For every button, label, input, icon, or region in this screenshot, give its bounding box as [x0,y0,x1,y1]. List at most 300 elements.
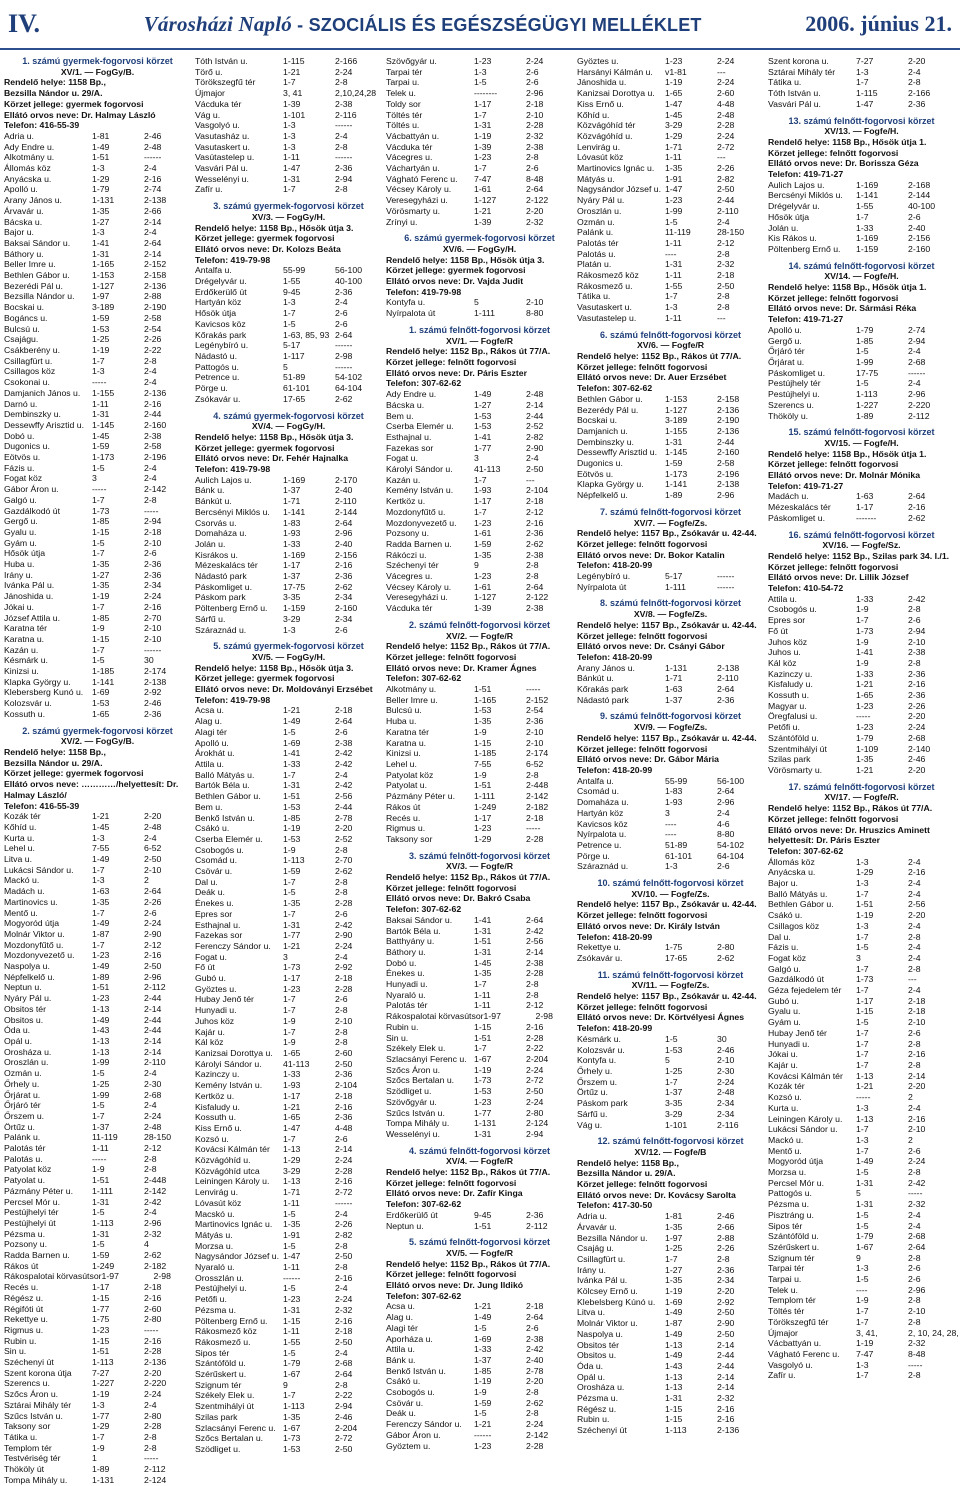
even-numbers: 2-18 [717,270,735,281]
street-row [577,259,764,270]
street-name: Rákosmező u. [577,280,633,291]
odd-numbers: 1-23 [474,1440,492,1451]
street-name: Népfelkelő u. [577,490,628,501]
street-row [577,851,764,862]
street-row [4,538,191,549]
even-numbers: 2-4 [908,1102,921,1113]
even-numbers: 2-18 [335,1090,353,1101]
even-numbers: 2-36 [526,716,544,727]
street-row [386,716,573,727]
street-name: Páskomliget u. [768,512,825,523]
even-numbers: 2-8 [335,1240,348,1251]
even-numbers: 2-14 [335,1144,353,1155]
even-numbers: 2-142 [144,484,167,495]
even-numbers: 2-62 [335,393,353,404]
street-row [577,437,764,448]
street-name: Kovácsi Kálmán tér [195,1144,270,1155]
odd-numbers: 1-97 [101,1271,119,1282]
street-row [386,727,573,738]
street-row [577,776,764,787]
street-row [386,88,573,99]
street-name: Kál köz [768,657,797,668]
street-row [386,791,573,802]
street-row [386,1366,573,1377]
street-row [768,1092,955,1103]
odd-numbers: 1-53 [474,705,492,716]
street-row [4,1197,191,1208]
street-row [768,346,955,357]
odd-numbers: 1-43 [92,1025,110,1036]
street-row [386,603,573,614]
street-row [195,383,382,394]
even-numbers: 54-102 [335,372,363,383]
even-numbers: 2-204 [335,1422,358,1433]
street-row [195,1305,382,1316]
odd-numbers: 1-23 [474,823,492,834]
odd-numbers: 1-31 [92,248,110,259]
even-numbers: 2-14 [144,248,162,259]
district-block [577,330,764,501]
district-info: Ellátó orvos neve: Dr. Páris Eszter [386,367,527,378]
street-name: Bercsényi Miklós u. [768,190,843,201]
street-row [195,528,382,539]
even-numbers: 2-8 [144,355,157,366]
even-numbers: 2-28 [526,833,544,844]
street-name: Bajor u. [4,227,34,238]
street-row [386,1376,573,1387]
even-numbers: 2-140 [908,743,931,754]
odd-numbers: ----- [92,377,107,388]
street-name: Kisfaludy u. [195,1101,240,1112]
odd-numbers: ---- [665,818,677,829]
street-name: Gyöztes u. [577,56,619,66]
street-row [195,759,382,770]
odd-numbers: 1-7 [92,548,105,559]
odd-numbers: 1-5 [283,1208,296,1219]
street-name: Bezerédy Pál u. [577,404,639,415]
street-name: Bocskai u. [577,415,618,426]
even-numbers: 2-182 [526,801,549,812]
district-info: Körzet jellege: felnőtt fogorvosi [577,538,708,549]
odd-numbers: 1-127 [474,195,497,206]
odd-numbers: 1-15 [856,1006,874,1017]
district-info: Ellátó orvos neve: Dr. Halmay László [4,109,156,120]
even-numbers: 2-64 [526,1312,544,1323]
odd-numbers: 1-97 [665,1232,683,1243]
odd-numbers: 1-33 [474,1344,492,1355]
street-name: Hunyadi u. [386,979,428,990]
odd-numbers: 1-11 [665,312,682,323]
even-numbers: 2-38 [526,1333,544,1344]
district-info: Telefon: 307-62-62 [386,1199,462,1210]
district-code: XV/5. — FogGy/H. [251,651,326,662]
odd-numbers: 1-5 [474,77,487,88]
even-numbers: 2-64 [526,581,544,592]
even-numbers: 2-12 [717,237,735,248]
street-name: Mogyoród útja [768,1156,824,1167]
street-row [768,1338,955,1349]
odd-numbers: 1-53 [665,1044,683,1055]
odd-numbers: 1-13 [665,1371,683,1382]
street-row [4,1154,191,1165]
street-name: Szentmihályi út [195,1401,254,1412]
street-row [386,1097,573,1108]
street-row [4,238,191,249]
odd-numbers: 1-35 [665,1221,683,1232]
odd-numbers: 1-5 [474,1322,487,1333]
even-numbers: 2-96 [908,389,926,400]
street-row [195,920,382,931]
street-row [577,469,764,480]
street-name: Juhos köz [195,1015,235,1026]
street-row [768,1178,955,1189]
district-info: Körzet jellege: felnőtt fogorvosi [386,356,517,367]
street-name: Széchenyi tér [386,560,439,571]
street-row [577,88,764,99]
street-row [195,877,382,888]
odd-numbers: 1-13 [92,1046,110,1057]
street-row [4,1282,191,1293]
street-row [195,705,382,716]
street-row [386,1129,573,1140]
street-row [577,571,764,582]
odd-numbers: 1-59 [474,538,492,549]
street-name: Harsányi Kálmán u. [577,66,653,77]
street-name: Klebersberg Kunó u. [4,687,84,698]
even-numbers: ----- [144,505,159,516]
street-row [768,502,955,513]
odd-numbers: 1-85 [283,812,301,823]
even-numbers: 2-94 [908,625,926,636]
even-numbers: 2-50 [335,1058,353,1069]
even-numbers: 2-62 [908,512,926,523]
street-row [386,421,573,432]
even-numbers: 2-20 [717,1286,735,1297]
street-row [577,695,764,706]
even-numbers: 2-58 [717,458,735,469]
even-numbers: 28-150 [144,1132,172,1143]
district-title: 2. számú felnőtt-fogorvosi körzet [408,619,551,630]
even-numbers: 2-50 [717,1307,735,1318]
odd-numbers: 1-35 [92,580,110,591]
even-numbers: 2-6 [908,1027,921,1038]
street-name: Thököly út [4,1464,45,1475]
odd-numbers: 1-13 [283,1144,301,1155]
street-name: Bogáncs u. [4,312,48,323]
odd-numbers: 1-59 [92,1250,110,1261]
odd-numbers: 7-47 [856,1348,874,1359]
even-numbers: 2-40 [526,1354,544,1365]
odd-numbers: 1-33 [856,593,874,604]
odd-numbers: 1-93 [474,485,492,496]
district-info: Telefon: 307-62-62 [386,904,462,915]
street-row [768,1039,955,1050]
street-name: Hősök útja [195,308,237,319]
odd-numbers: 1-81 [665,1211,683,1222]
even-numbers: 2-42 [335,919,353,930]
odd-numbers: 1-85 [92,612,110,623]
street-row [4,1068,191,1079]
odd-numbers: 1-173 [665,468,688,479]
even-numbers: 2-12 [526,1000,544,1011]
street-row [768,985,955,996]
even-numbers: 2-16 [717,1414,735,1425]
street-row [4,1057,191,1068]
street-row [768,637,955,648]
street-row [4,1357,191,1368]
street-name: Fogat köz [4,473,43,484]
street-name: Antalfa u. [195,265,232,276]
even-numbers: 2-8 [335,844,348,855]
street-row [386,1387,573,1398]
even-numbers: 2-94 [335,173,353,184]
district-block [577,711,764,872]
street-name: Mozdonyvezető u. [386,517,457,528]
even-numbers: 2-90 [144,928,162,939]
street-name: Vasutaskert u. [195,141,250,152]
even-numbers: 2-4 [144,462,157,473]
even-numbers: 2-16 [144,1335,162,1346]
odd-numbers: 1-91 [665,173,683,184]
street-name: Vácduka tér [386,141,433,152]
district-info: Körzet jellege: felnőtt fogorvosi [577,361,708,372]
even-numbers: 2-54 [526,705,544,716]
odd-numbers: 1-51 [474,1032,492,1043]
street-row [577,1286,764,1297]
odd-numbers: 1-31 [283,780,301,791]
district-title: 9. számú felnőtt-fogorvosi körzet [599,711,742,722]
street-name: Mozdonyvezető u. [4,950,75,961]
even-numbers: 2-32 [717,259,735,270]
street-name: Adria u. [577,1211,607,1222]
even-numbers: 2-90 [717,1318,735,1329]
street-name: Tátika u. [577,291,611,302]
street-name: Aporháza u. [386,1333,433,1344]
street-name: Vasvári Pál u. [195,163,248,174]
street-row [4,484,191,495]
odd-numbers: 1-5 [92,1068,105,1079]
even-numbers: 2-156 [908,233,931,244]
street-name: Bánkút u. [195,496,232,507]
odd-numbers: 1-99 [92,1089,110,1100]
district-info: Körzet jellege: gyermek fogorvosi [4,768,144,779]
street-name: Vasvári Pál u. [768,98,821,109]
even-numbers: 2-174 [526,748,549,759]
odd-numbers: 1-27 [92,216,110,227]
street-name: Thököly u. [768,410,809,421]
street-name: Petrence u. [195,372,240,383]
street-name: Pestújhely tér [768,378,821,389]
district-info: Körzet jellege: gyermek fogorvosi [195,673,335,684]
street-row [768,223,955,234]
street-name: Bezerédi Pál u. [4,280,63,291]
even-numbers: 2-20 [144,1367,162,1378]
even-numbers: 2-4 [908,378,921,389]
street-row [386,1043,573,1054]
odd-numbers: 1-7 [283,1133,296,1144]
street-name: Morzsa u. [195,1240,234,1251]
district-info: Rendelő helye: 1158 Bp., [577,1157,679,1168]
street-name: Rákospalotai körvasútsor [4,1271,102,1282]
street-name: Gábor Áron u. [386,1429,441,1440]
even-numbers: 2-42 [335,759,353,769]
even-numbers: 2-4 [335,1208,348,1219]
street-name: Hartyán köz [577,807,624,818]
odd-numbers: 1-53 [474,1086,492,1097]
street-name: Juhos köz [768,636,808,647]
street-name: Tompa Mihály u. [386,1118,450,1129]
even-numbers: 2-144 [335,506,358,517]
street-name: Rákos út [4,1260,39,1271]
street-row [386,1011,573,1022]
street-name: Wesselényi u. [386,1128,440,1139]
odd-numbers: 1-15 [92,526,110,537]
even-numbers: 2-16 [908,867,926,878]
street-name: Bulcsú u. [386,705,422,716]
even-numbers: 2-40 [335,538,353,549]
street-row [386,110,573,121]
columns-container [4,56,959,1485]
odd-numbers: 1-19 [665,1286,683,1297]
odd-numbers: 1-79 [283,1358,301,1369]
even-numbers: 2-142 [526,791,549,802]
odd-numbers: 1-5 [856,1209,869,1220]
even-numbers: 4 [144,1239,149,1250]
even-numbers: 2-14 [908,1070,926,1081]
odd-numbers: ------ [283,1272,301,1283]
odd-numbers: 1-169 [856,233,879,244]
street-row [768,325,955,336]
street-row [195,994,382,1005]
odd-numbers: 1-3 [665,861,678,872]
even-numbers: 2-88 [717,1232,735,1243]
street-name: Drégelyvár u. [768,201,820,212]
even-numbers: 2-18 [526,496,544,507]
odd-numbers: 1-5 [283,1283,296,1294]
street-row [386,738,573,749]
district-block [4,56,191,720]
even-numbers: 2-6 [335,726,348,737]
even-numbers: 2-14 [144,216,162,227]
even-numbers: 2-46 [717,1211,735,1222]
odd-numbers: 55-99 [665,775,688,786]
even-numbers: 2-104 [526,485,549,496]
odd-numbers: 1-55 [283,276,301,287]
district-title: 8. számú felnőtt-fogorvosi körzet [599,598,742,609]
street-name: Batthyány u. [386,936,435,947]
street-row [4,516,191,527]
district-info: Telefon: 418-20-99 [577,765,653,775]
street-row [577,238,764,249]
street-row [386,1419,573,1430]
district-info: Ellátó orvos neve: Dr. Csányi Gábor [577,641,725,652]
street-row [768,212,955,223]
street-row [195,898,382,909]
even-numbers: 2-4 [908,952,921,963]
street-name: Galgó u. [768,963,801,974]
odd-numbers: 1-249 [474,801,497,812]
street-row [195,351,382,362]
even-numbers: 2-78 [526,1365,544,1376]
street-name: Alagi tér [386,1322,418,1333]
street-name: Szántóföld u. [768,1231,819,1242]
odd-numbers: 1-7 [283,876,296,887]
street-name: Szőcs Áron u. [4,1389,59,1400]
odd-numbers: 1-141 [92,676,115,687]
even-numbers: 2-112 [908,410,930,421]
street-row [386,958,573,969]
street-name: Szőcs Bertalan u. [195,1433,264,1444]
even-numbers: 2-4 [526,453,539,464]
district-info: Rendelő helye: 1152 Bp., Rákos út 77/A. [386,346,551,357]
street-row [195,1412,382,1423]
odd-numbers: 1-21 [856,765,874,775]
district-title: 13. számú felnőtt-fogorvosi körzet [788,115,935,126]
even-numbers: 30 [717,1033,727,1044]
even-numbers: 2-94 [335,1401,353,1412]
street-name: Pézsma u. [768,1199,810,1210]
odd-numbers: 1-49 [665,1307,683,1318]
even-numbers: 2-80 [717,942,735,953]
street-row [386,297,573,308]
odd-numbers: 1-165 [474,694,497,705]
district-info: Körzet jellege: felnőtt fogorvosi [768,561,899,572]
even-numbers: 2-68 [908,1231,926,1242]
even-numbers: 2-54 [144,323,162,334]
masthead-section: - SZOCIÁLIS ÉS EGÉSZSÉGÜGYI MELLÉKLET [291,14,702,35]
street-row [768,615,955,626]
district-info: Körzet jellege: felnőtt fogorvosi [768,813,899,824]
street-row [768,722,955,733]
even-numbers: 2-24 [717,1076,735,1087]
odd-numbers: 1-35 [283,1411,301,1422]
street-row [386,195,573,206]
street-name: Rekettye u. [577,942,621,953]
odd-numbers: 1-21 [856,679,874,690]
district-code: XV/17. — Fogfe/R. [824,792,899,803]
street-name: Gazdálkodó út [768,974,825,985]
street-row [768,67,955,78]
even-numbers: 2-18 [144,526,162,537]
street-name: Anyácska u. [4,173,52,184]
street-name: Kajár u. [195,1026,225,1037]
street-name: Bem u. [195,801,223,812]
odd-numbers: 1-35 [665,163,683,174]
district-info: Körzet jellege: felnőtt fogorvosi [577,1179,708,1190]
street-row [768,701,955,712]
street-row [4,1132,191,1143]
street-row [768,411,955,422]
even-numbers: 2-50 [717,280,735,291]
odd-numbers: 1-111 [665,581,686,592]
street-name: Kazán u. [4,644,39,655]
street-name: Bánk u. [195,485,225,496]
street-row [577,1361,764,1372]
street-row [4,409,191,420]
street-row [4,399,191,410]
odd-numbers: 1-35 [283,898,301,909]
odd-numbers: 1-55 [665,280,683,291]
odd-numbers: 7-55 [474,759,492,769]
district-block [577,598,764,705]
odd-numbers: 1-17 [92,1282,110,1293]
even-numbers: 2-72 [335,1433,353,1444]
street-name: Mozdonyfűtő u. [4,939,64,950]
street-row [195,1144,382,1155]
even-numbers: 2-8 [717,1253,730,1264]
odd-numbers: 1-7 [856,211,869,222]
odd-numbers: 1-17 [283,973,301,984]
